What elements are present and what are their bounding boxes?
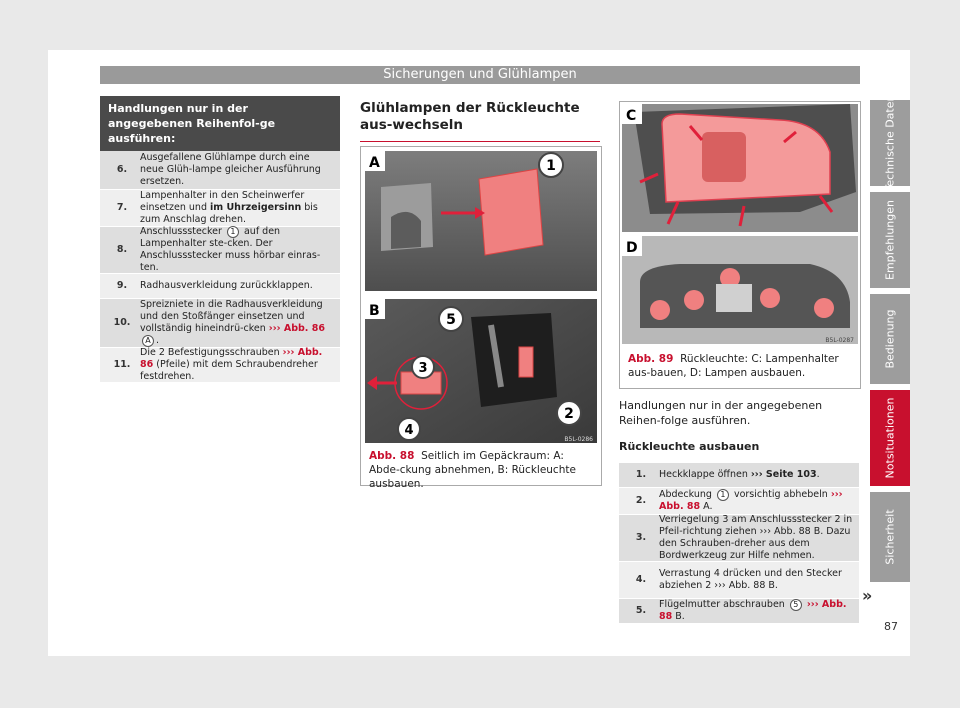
title-rule — [360, 141, 600, 142]
callout-5-text: 5 — [446, 312, 456, 328]
row-text: Die 2 Befestigungsschrauben ››› Abb. 86 (Pfeile) mit dem Schraubendreher festdrehen. — [140, 347, 323, 382]
middle-column — [360, 100, 600, 142]
row-number: 6. — [116, 164, 128, 175]
table-heading: Handlungen nur in der angegebenen Reihenfol-ge ausführen: — [100, 96, 340, 151]
row-number: 1. — [635, 469, 647, 480]
callout-badge: 1 — [717, 489, 729, 501]
bulb-4 — [760, 288, 780, 308]
table-row — [100, 348, 340, 383]
tab-technische-daten[interactable]: Technische Daten — [870, 100, 910, 186]
callout-2-text: 2 — [564, 406, 574, 422]
bulb-5 — [814, 298, 834, 318]
row-number: 2. — [635, 495, 647, 506]
row-text: Abdeckung 1 vorsichtig abhebeln ››› Abb. 88 A. — [659, 489, 843, 512]
row-number: 5. — [635, 605, 647, 616]
right-column-text — [619, 398, 859, 453]
table-row — [100, 151, 340, 190]
figure-code: B5L-0286 — [564, 436, 593, 443]
table-row — [100, 299, 340, 348]
instruction-text: Handlungen nur in der angegebenen Reihen-folge ausführen. — [619, 399, 823, 427]
left-column — [100, 96, 340, 383]
figure-link[interactable]: ››› Abb. 86 — [140, 347, 323, 370]
panel-d-label: D — [626, 240, 638, 256]
row-number: 11. — [113, 359, 131, 370]
row-number: 8. — [116, 244, 128, 255]
figure-link[interactable]: ››› Abb. 86 — [268, 323, 325, 334]
bulb-1 — [650, 300, 670, 320]
page-link[interactable]: ››› Seite 103 — [750, 469, 817, 480]
row-number: 7. — [116, 202, 128, 213]
bulb-2 — [684, 290, 704, 310]
table-row — [619, 599, 859, 624]
table-row — [619, 488, 859, 515]
row-text: Lampenhalter in den Scheinwerfer einsetzen und im Uhrzeigersinn bis zum Anschlag drehen. — [140, 190, 318, 225]
table-row — [100, 227, 340, 274]
panel-a-label: A — [369, 155, 380, 171]
section-title: Glühlampen der Rückleuchte aus-wechseln — [360, 100, 580, 133]
callout-3-text: 3 — [418, 361, 428, 376]
panel-a-handle — [391, 212, 421, 249]
figure-88-illustration — [361, 147, 601, 447]
panel-b-opening — [471, 313, 557, 407]
figure-88 — [360, 146, 602, 490]
row-number: 10. — [113, 317, 131, 328]
page-header: Sicherungen und Glühlampen — [100, 66, 860, 84]
tab-notsituationen[interactable]: Notsituationen — [870, 390, 910, 486]
figure-88-caption: Abb. 88 Seitlich im Gepäckraum: A: Abde-ckung abnehmen, B: Rückleuchte ausbauen. — [369, 450, 576, 490]
table-row — [100, 274, 340, 299]
row-number: 4. — [635, 574, 647, 585]
page-number: 87 — [884, 620, 898, 633]
table-row — [100, 190, 340, 227]
figure-89-illustration — [620, 102, 860, 346]
figure-link[interactable]: ››› Abb. 88 — [659, 599, 847, 622]
row-text: Radhausverkleidung zurückklappen. — [140, 280, 313, 291]
figure-89-caption: Abb. 89 Rückleuchte: C: Lampenhalter aus-bauen, D: Lampen ausbauen. — [628, 353, 839, 379]
steps-table — [619, 463, 859, 624]
row-number: 3. — [635, 532, 647, 543]
connector-plug — [519, 347, 533, 377]
bulb-socket — [702, 132, 746, 182]
callout-badge: 5 — [790, 599, 802, 611]
table-row — [619, 562, 859, 599]
cover-panel — [479, 169, 543, 255]
figure-code: B5L-0287 — [825, 337, 854, 344]
callout-badge: A — [142, 335, 154, 347]
panel-c-label: C — [626, 108, 637, 124]
subtitle: Rückleuchte ausbauen — [619, 440, 760, 453]
row-number: 9. — [116, 280, 128, 291]
row-text: Flügelmutter abschrauben 5 ››› Abb. 88 B. — [659, 599, 847, 622]
row-text: Verriegelung 3 am Anschlussstecker 2 in Pfeil-richtung ziehen ››› Abb. 88 B. Dazu den Schrauben-dreher aus dem Bordwerkzeug zur Hilfe nehmen. — [659, 514, 853, 561]
row-text: Heckklappe öffnen ››› Seite 103. — [659, 469, 820, 480]
continue-marker: » — [862, 586, 873, 605]
callout-1-text: 1 — [546, 158, 556, 174]
tab-bedienung[interactable]: Bedienung — [870, 294, 910, 384]
tab-sicherheit[interactable]: Sicherheit — [870, 492, 910, 582]
callout-badge: 1 — [227, 226, 239, 238]
table-row — [619, 463, 859, 488]
row-text: Ausgefallene Glühlampe durch eine neue Glüh-lampe gleicher Ausführung ersetzen. — [140, 152, 321, 187]
callout-4-text: 4 — [404, 423, 414, 438]
figure-link[interactable]: ››› Abb. 88 — [659, 489, 843, 512]
row-text: Spreizniete in die Radhausverkleidung und den Stoßfänger einsetzen und vollständig hineindrü-cken ››› Abb. 86 A . — [140, 299, 325, 346]
plug-area — [716, 284, 752, 312]
figure-89 — [619, 101, 861, 389]
panel-b-label: B — [369, 303, 380, 319]
table-row — [619, 515, 859, 562]
tab-empfehlungen[interactable]: Empfehlungen — [870, 192, 910, 288]
row-text: Verrastung 4 drücken und den Stecker abziehen 2 ››› Abb. 88 B. — [659, 568, 842, 591]
row-text: Anschlussstecker 1 auf den Lampenhalter ste-cken. Der Anschlussstecker muss hörbar einras-ten. — [140, 226, 321, 273]
